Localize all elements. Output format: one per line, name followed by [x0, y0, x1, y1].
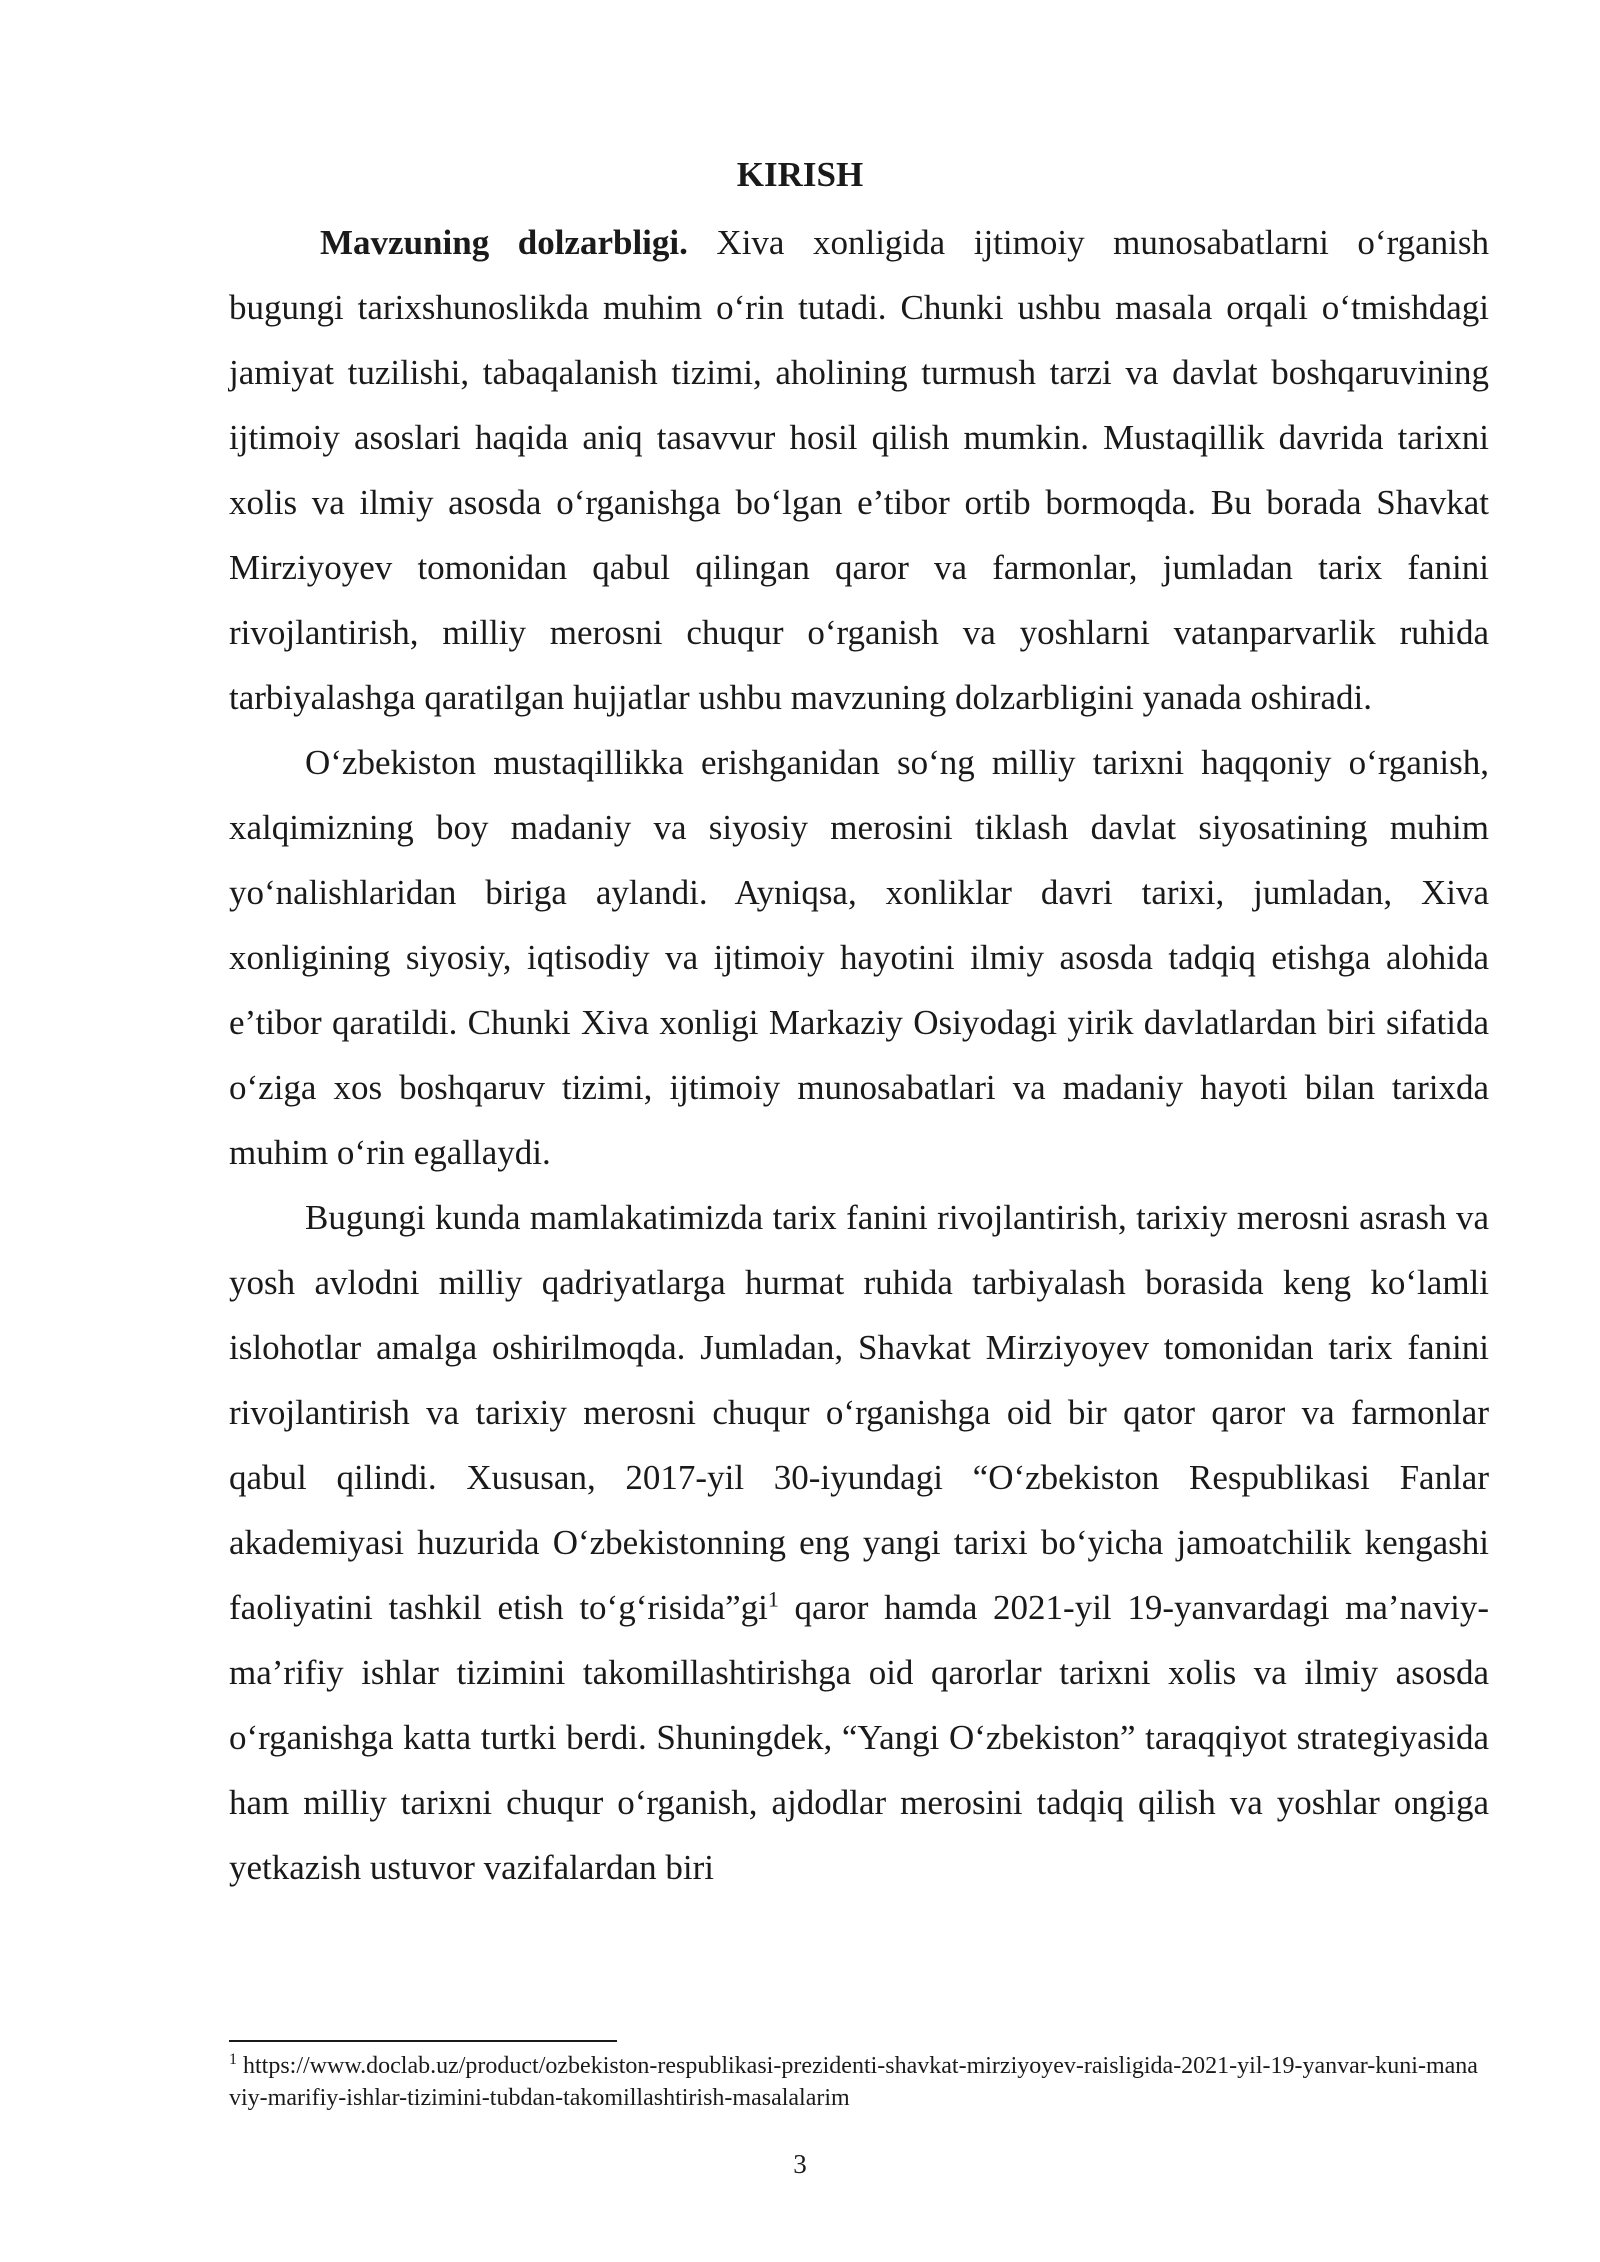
paragraph-lead: Mavzuning dolzarbligi.	[320, 223, 688, 262]
footnote-link[interactable]: https://www.doclab.uz/product/ozbekiston-respublikasi-prezidenti-shavkat-mirziyoyev-raisligida-2021-yil-19-yanvar-kuni-manaviy-marifiy-ishlar-tizimini-tubdan-takomillashtirish-masalalarim	[229, 2053, 1478, 2111]
footnote-reference[interactable]: 1	[767, 1586, 779, 1612]
body-text	[229, 210, 1489, 1900]
footnote-separator	[229, 2040, 617, 2042]
paragraph-relevance	[229, 210, 1489, 730]
section-heading: KIRISH	[736, 155, 864, 194]
paragraph-independence: O‘zbekiston mustaqillikka erishganidan so‘ng milliy tarixni haqqoniy o‘rganish, xalqimizning boy madaniy va siyosiy merosini tiklash davlat siyosatining muhim yo‘nalishlaridan biriga aylandi. Ayniqsa, xonliklar davri tarixi, jumladan, Xiva xonligining siyosiy, iqtisodiy va ijtimoiy hayotini ilmiy asosda tadqiq etishga alohida e’tibor qaratildi. Chunki Xiva xonligi Markaziy Osiyodagi yirik davlatlardan biri sifatida o‘ziga xos boshqaruv tizimi, ijtimoiy munosabatlari va madaniy hayoti bilan tarixda muhim o‘rin egallaydi.	[229, 743, 1489, 1172]
paragraph-reforms	[229, 1185, 1489, 1900]
footnote-marker: 1	[229, 2051, 237, 2068]
paragraph-text: Xiva xonligida ijtimoiy munosabatlarni o‘rganish bugungi tarixshunoslikda muhim o‘rin tutadi. Chunki ushbu masala orqali o‘tmishdagi jamiyat tuzilishi, tabaqalanish tizimi, aholining turmush tarzi va davlat boshqaruvining ijtimoiy asoslari haqida aniq tasavvur hosil qilish mumkin. Mustaqillik davrida tarixni xolis va ilmiy asosda o‘rganishga bo‘lgan e’tibor ortib bormoqda. Bu borada Shavkat Mirziyoyev tomonidan qabul qilingan qaror va farmonlar, jumladan tarix fanini rivojlantirish, milliy merosni chuqur o‘rganish va yoshlarni vatanparvarlik ruhida tarbiyalashga qaratilgan hujjatlar ushbu mavzuning dolzarbligini yanada oshiradi.	[229, 223, 1489, 717]
paragraph-text-before-ref: Bugungi kunda mamlakatimizda tarix fanini rivojlantirish, tarixiy merosni asrash va yosh avlodni milliy qadriyatlarga hurmat ruhida tarbiyalash borasida keng ko‘lamli islohotlar amalga oshirilmoqda. Jumladan, Shavkat Mirziyoyev tomonidan tarix fanini rivojlantirish va tarixiy merosni chuqur o‘rganishga oid bir qator qaror va farmonlar qabul qilindi. Xususan, 2017-yil 30-iyundagi “O‘zbekiston Respublikasi Fanlar akademiyasi huzurida O‘zbekistonning eng yangi tarixi bo‘yicha jamoatchilik kengashi faoliyatini tashkil etish to‘g‘risida”gi	[229, 1198, 1489, 1627]
paragraph-text-after-ref: qaror hamda 2021-yil 19-yanvardagi ma’naviy-ma’rifiy ishlar tizimini takomillashtirishga oid qarorlar tarixni xolis va ilmiy asosda o‘rganishga katta turtki berdi. Shuningdek, “Yangi O‘zbekiston” taraqqiyot strategiyasida ham milliy tarixni chuqur o‘rganish, ajdodlar merosini tadqiq qilish va yoshlar ongiga yetkazish ustuvor vazifalardan biri	[229, 1588, 1489, 1887]
footnote	[229, 2050, 1489, 2114]
page-number: 3	[793, 2149, 807, 2179]
